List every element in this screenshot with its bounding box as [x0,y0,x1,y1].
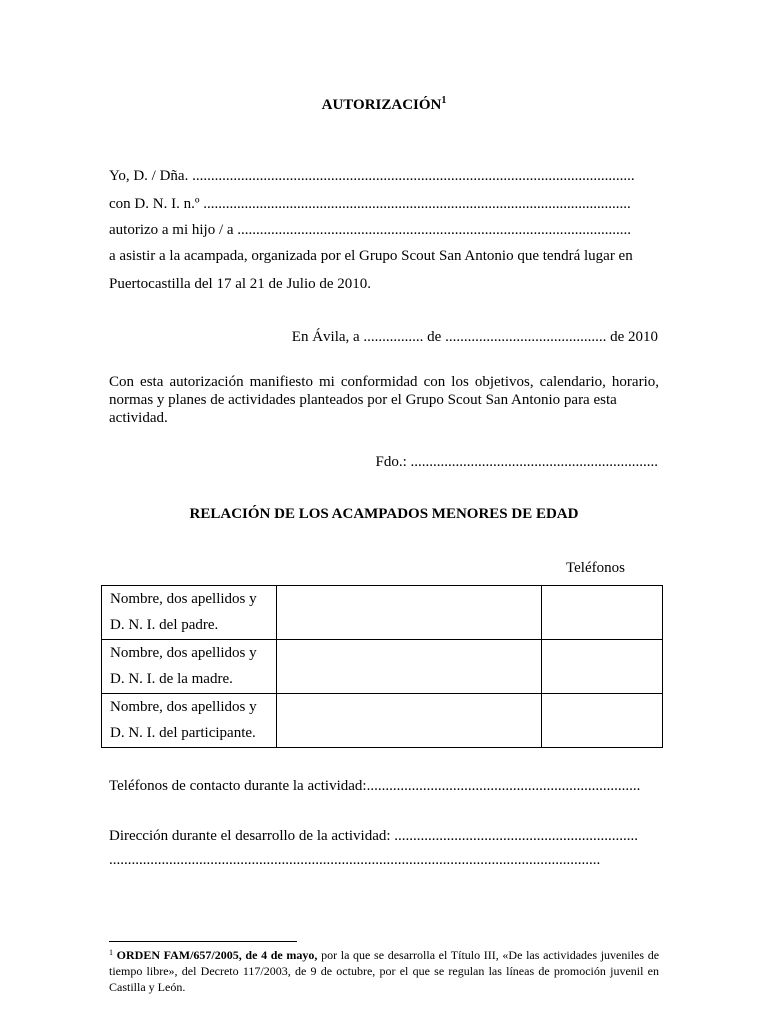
page-title: AUTORIZACIÓN$^1$ [321,95,447,113]
signature-line[interactable]: Fdo.: .................................................................. [375,454,658,470]
mother-name-cell[interactable] [276,640,541,694]
mother-phone-cell[interactable] [542,640,663,694]
footnote-mark: 1 [109,948,113,957]
place-date-line[interactable]: En Ávila, a ................ de ........................................... de 2010 [291,329,658,345]
conformity-last-line: actividad. [109,410,168,426]
relation-title: RELACIÓN DE LOS ACAMPADOS MENORES DE EDAD [189,506,579,522]
row-label: Nombre, dos apellidos y D. N. I. del padre. [102,586,277,640]
table-row [102,694,663,748]
footnote [109,945,659,995]
address-line-1[interactable]: Dirección durante el desarrollo de la actividad: ................................................................. [109,828,639,844]
address-line-2[interactable]: ................................................................................................................................... [109,852,601,868]
participant-phone-cell[interactable] [542,694,663,748]
conformity-text: Con esta autorización manifiesto mi conformidad con los objetivos, calendario, horario, normas y planes de actividades planteados por el Grupo Scout San Antonio para esta [109,374,659,408]
event-description: a asistir a la acampada, organizada por el Grupo Scout San Antonio que tendrá lugar en [109,248,633,264]
row-label: Nombre, dos apellidos y D. N. I. de la madre. [102,640,277,694]
dni-field-line[interactable]: con D. N. I. n.º .................................................................................................................. [109,196,631,212]
table-row [102,640,663,694]
footnote-text: por la que se desarrolla el Título III, «De las actividades juveniles de tiempo libre», del Decreto 117/2003, de 9 de octubre, por el que se regulan las líneas de promoción juvenil en Castilla y León. [109,948,660,994]
minors-table [101,585,663,748]
row-label: Nombre, dos apellidos y D. N. I. del participante. [102,694,277,748]
father-name-cell[interactable] [276,586,541,640]
participant-name-cell[interactable] [276,694,541,748]
event-dates: Puertocastilla del 17 al 21 de Julio de 2010. [109,276,372,292]
footnote-law: ORDEN FAM/657/2005, de 4 de mayo, [116,948,318,962]
conformity-paragraph [109,373,659,427]
name-field-line[interactable]: Yo, D. / Dña. ...................................................................................................................... [109,168,635,184]
contact-phones-line[interactable]: Teléfonos de contacto durante la actividad:......................................................................... [109,778,641,794]
child-field-line[interactable]: autorizo a mi hijo / a ......................................................................................................... [109,222,632,238]
table-row [102,586,663,640]
footnote-reference: 1 [441,95,447,106]
father-phone-cell[interactable] [542,586,663,640]
phones-header: Teléfonos [566,560,625,576]
footnote-separator [109,941,297,942]
